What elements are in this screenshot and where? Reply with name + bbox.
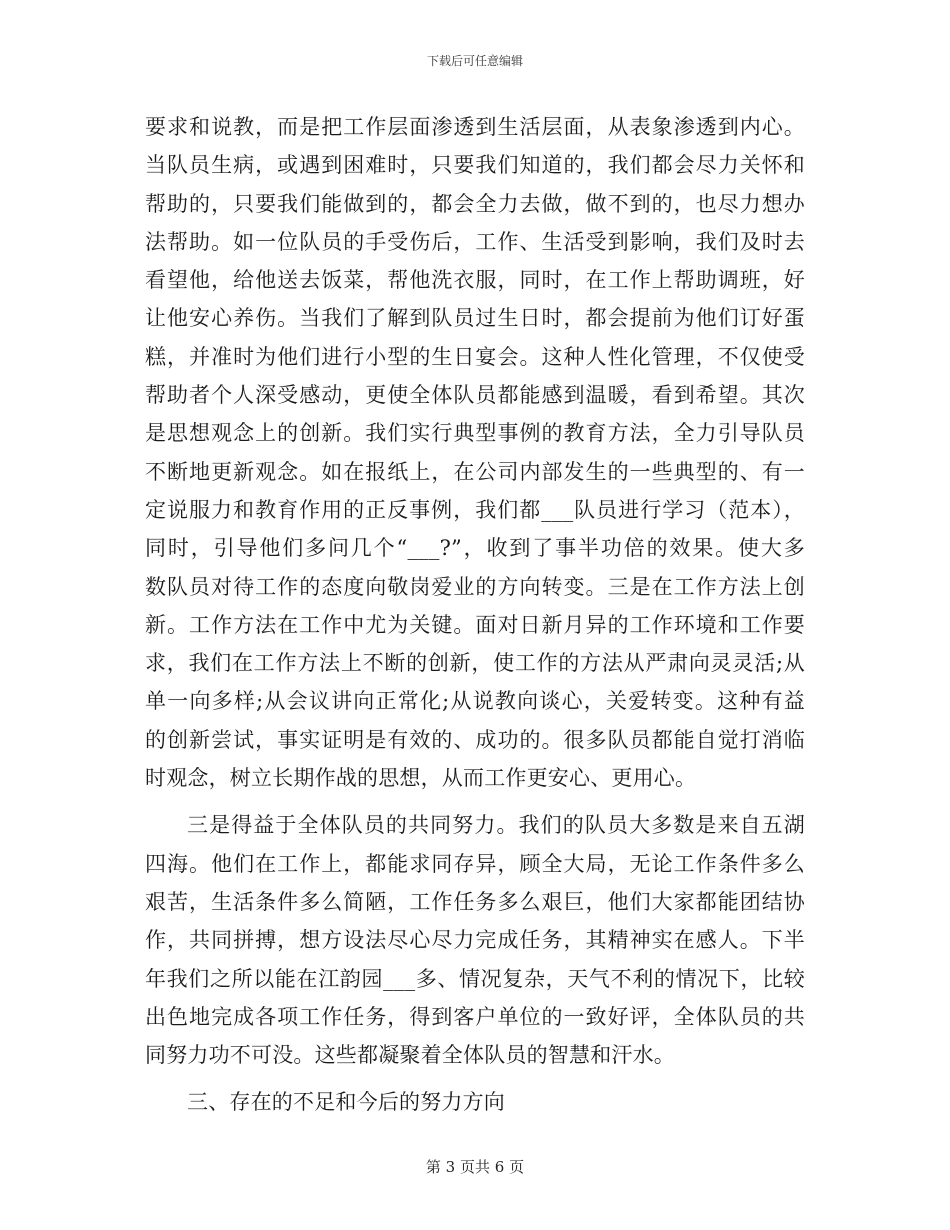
body-line: 当队员生病，或遇到困难时，只要我们知道的，我们都会尽力关怀和 <box>145 153 805 178</box>
paragraph-line: 艰苦，生活条件多么简陋，工作任务多么艰巨，他们大家都能团结协 <box>145 889 805 914</box>
paragraph-line: 作，共同拼搏，想方设法尽心尽力完成任务，其精神实在感人。下半 <box>145 928 805 953</box>
body-line: 单一向多样;从会议讲向正常化;从说教向谈心，关爱转变。这种有益 <box>145 689 805 714</box>
body-line: 让他安心养伤。当我们了解到队员过生日时，都会提前为他们订好蛋 <box>145 306 805 331</box>
page-number: 第 3 页共 6 页 <box>425 1158 525 1176</box>
body-line: 定说服力和教育作用的正反事例，我们都___队员进行学习（范本）， <box>145 497 805 522</box>
body-line: 数队员对待工作的态度向敬岗爱业的方向转变。三是在工作方法上创 <box>145 574 805 599</box>
body-line: 同时，引导他们多问几个“___?”，收到了事半功倍的效果。使大多 <box>145 536 805 561</box>
section-heading: 三、存在的不足和今后的努力方向 <box>187 1090 505 1115</box>
paragraph-line: 出色地完成各项工作任务，得到客户单位的一致好评，全体队员的共 <box>145 1004 805 1029</box>
body-line: 看望他，给他送去饭菜，帮他洗衣服，同时，在工作上帮助调班，好 <box>145 268 805 293</box>
body-line: 糕，并准时为他们进行小型的生日宴会。这种人性化管理，不仅使受 <box>145 344 805 369</box>
body-line: 是思想观念上的创新。我们实行典型事例的教育方法，全力引导队员 <box>145 421 805 446</box>
body-line: 帮助者个人深受感动，更使全体队员都能感到温暖，看到希望。其次 <box>145 383 805 408</box>
paragraph-line: 三是得益于全体队员的共同努力。我们的队员大多数是来自五湖 <box>187 813 805 838</box>
body-line: 的创新尝试，事实证明是有效的、成功的。很多队员都能自觉打消临 <box>145 727 805 752</box>
body-line: 帮助的，只要我们能做到的，都会全力去做，做不到的，也尽力想办 <box>145 191 805 216</box>
page-header: 下载后可任意编辑 <box>426 54 523 68</box>
body-line: 时观念，树立长期作战的思想，从而工作更安心、更用心。 <box>145 766 697 791</box>
paragraph-line: 年我们之所以能在江韵园___多、情况复杂，天气不利的情况下，比较 <box>145 966 805 991</box>
body-line: 要求和说教，而是把工作层面渗透到生活层面，从表象渗透到内心。 <box>145 115 805 139</box>
body-line: 新。工作方法在工作中尤为关键。面对日新月异的工作环境和工作要 <box>145 612 805 637</box>
body-line: 求，我们在工作方法上不断的创新，使工作的方法从严肃向灵灵活;从 <box>145 651 805 676</box>
paragraph-line: 同努力功不可没。这些都凝聚着全体队员的智慧和汗水。 <box>145 1043 675 1068</box>
paragraph-line: 四海。他们在工作上，都能求同存异，顾全大局，无论工作条件多么 <box>145 851 805 876</box>
body-line: 不断地更新观念。如在报纸上，在公司内部发生的一些典型的、有一 <box>145 459 805 484</box>
body-line: 法帮助。如一位队员的手受伤后，工作、生活受到影响，我们及时去 <box>145 229 805 254</box>
document-body <box>145 108 805 1122</box>
